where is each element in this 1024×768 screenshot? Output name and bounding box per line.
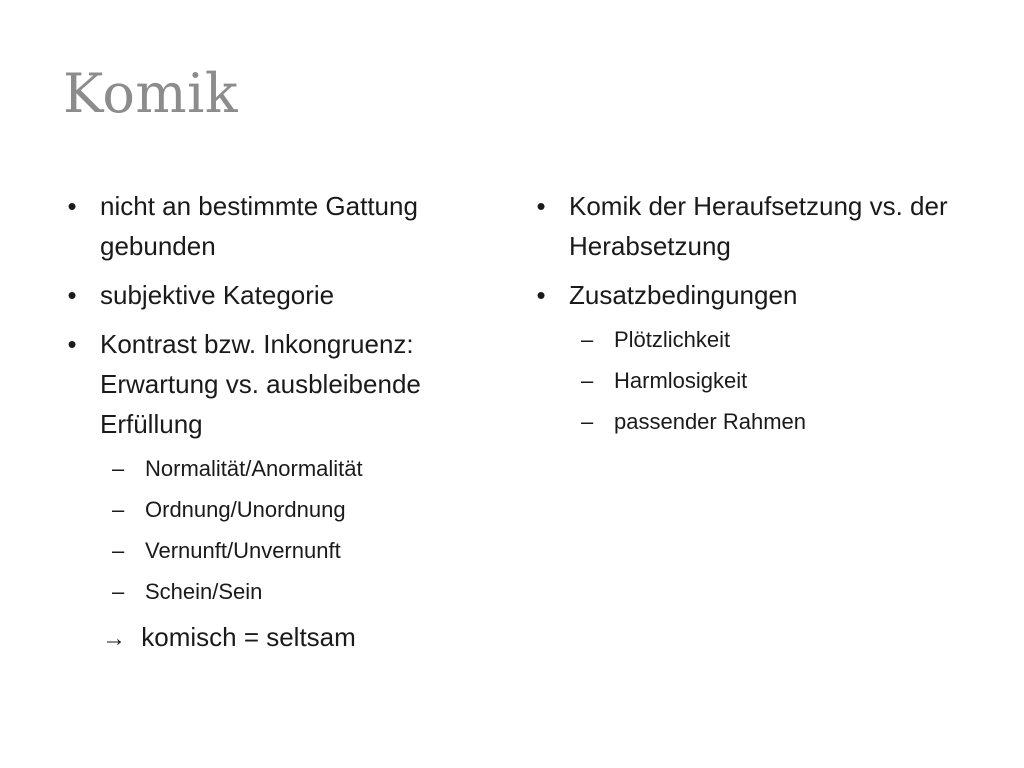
sub-bullet-text: passender Rahmen bbox=[614, 409, 807, 434]
dash-icon: – bbox=[112, 497, 125, 522]
dash-icon: – bbox=[112, 456, 125, 481]
dash-icon: – bbox=[581, 409, 594, 434]
bullet-dot-icon: • bbox=[67, 329, 77, 359]
arrow-right-icon: → bbox=[102, 625, 126, 652]
dash-icon: – bbox=[112, 538, 125, 563]
bullet-text: nicht an bestimmte Gattung gebunden bbox=[100, 191, 418, 261]
bullet-item bbox=[62, 324, 502, 444]
bullet-dot-icon: • bbox=[67, 280, 77, 310]
sub-bullet-text: Ordnung/Unordnung bbox=[145, 497, 346, 522]
bullet-dot-icon: • bbox=[67, 191, 77, 221]
sub-bullet-item bbox=[62, 453, 502, 485]
bullet-dot-icon: • bbox=[536, 280, 546, 310]
sub-bullet-text: Normalität/Anormalität bbox=[145, 456, 363, 481]
bullet-dot-icon: • bbox=[536, 191, 546, 221]
sub-bullet-item bbox=[531, 365, 951, 397]
dash-icon: – bbox=[112, 579, 125, 604]
conclusion-text: komisch = seltsam bbox=[141, 622, 356, 652]
bullet-text: Zusatzbedingungen bbox=[569, 280, 798, 310]
left-column bbox=[62, 186, 502, 659]
sub-bullet-text: Plötzlichkeit bbox=[614, 327, 731, 352]
sub-bullet-item bbox=[62, 576, 502, 608]
bullet-item bbox=[531, 186, 951, 266]
bullet-text: subjektive Kategorie bbox=[100, 280, 335, 310]
sub-bullet-text: Vernunft/Unvernunft bbox=[145, 538, 341, 563]
bullet-item bbox=[62, 275, 502, 315]
bullet-text: Kontrast bzw. Inkongruenz: Erwartung vs. ausbleibende Erfüllung bbox=[100, 329, 421, 439]
right-column bbox=[531, 186, 951, 447]
dash-icon: – bbox=[581, 327, 594, 352]
sub-bullet-item bbox=[531, 406, 951, 438]
slide-title: Komik bbox=[63, 62, 239, 125]
sub-bullet-item bbox=[62, 494, 502, 526]
sub-bullet-item bbox=[62, 535, 502, 567]
sub-bullet-item bbox=[531, 324, 951, 356]
bullet-item bbox=[62, 186, 502, 266]
sub-bullet-text: Schein/Sein bbox=[145, 579, 263, 604]
conclusion-line bbox=[62, 617, 502, 659]
dash-icon: – bbox=[581, 368, 594, 393]
bullet-item bbox=[531, 275, 951, 315]
sub-bullet-text: Harmlosigkeit bbox=[614, 368, 748, 393]
bullet-text: Komik der Heraufsetzung vs. der Herabsetzung bbox=[569, 191, 948, 261]
